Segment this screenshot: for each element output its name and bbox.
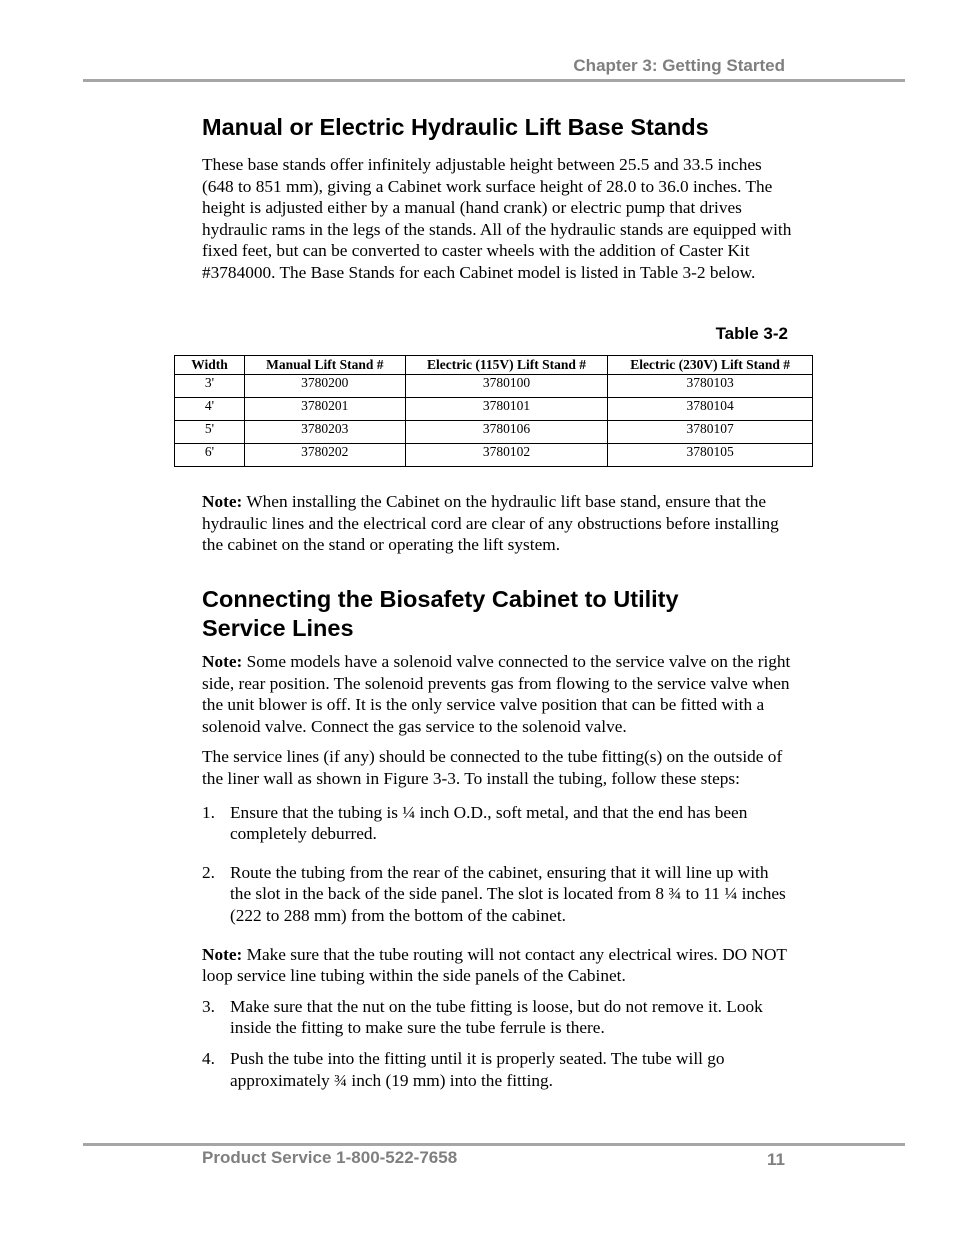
list-item (202, 862, 792, 927)
list-number: 3. (202, 996, 215, 1016)
list-number: 2. (202, 862, 215, 882)
table-caption: Table 3-2 (715, 324, 788, 343)
table-row (175, 398, 813, 421)
table-cell: 6' (175, 444, 245, 467)
list-item (202, 802, 792, 845)
column-header: Manual Lift Stand # (244, 356, 405, 375)
list-number: 1. (202, 802, 215, 822)
table-cell: 5' (175, 421, 245, 444)
note-label: Note: (202, 944, 243, 964)
table-cell: 3780100 (405, 375, 608, 398)
column-header: Electric (115V) Lift Stand # (405, 356, 608, 375)
section-utility-lines (202, 585, 792, 1091)
product-service-phone: Product Service 1-800-522-7658 (202, 1148, 458, 1167)
table-cell: 3780203 (244, 421, 405, 444)
lift-stand-table (174, 355, 813, 467)
table-cell: 3780103 (608, 375, 813, 398)
note-label: Note: (202, 652, 243, 671)
list-text: Ensure that the tubing is ¼ inch O.D., soft metal, and that the end has been completely deburred. (230, 802, 748, 844)
header-rule (83, 79, 905, 82)
table-cell: 3780106 (405, 421, 608, 444)
list-number: 4. (202, 1048, 215, 1068)
table-cell: 3780201 (244, 398, 405, 421)
table-cell: 4' (175, 398, 245, 421)
table-cell: 3780105 (608, 444, 813, 467)
table-cell: 3780107 (608, 421, 813, 444)
column-header: Width (175, 356, 245, 375)
section-body: These base stands offer infinitely adjustable height between 25.5 and 33.5 inches (648 to 851 mm), giving a Cabinet work surface height of 28.0 to 36.0 inches. The height is adjusted either by a manual (hand crank) or electric pump that drives hydraulic rams in the legs of the stands. All of the hydraulic stands are equipped with fixed feet, but can be converted to caster wheels with the addition of Caster Kit #3784000. The Base Stands for each Cabinet model is listed in Table 3-2 below. (202, 155, 792, 282)
table-header-row (175, 356, 813, 375)
table-row (175, 375, 813, 398)
intro-paragraph: The service lines (if any) should be connected to the tube fitting(s) on the outside of the liner wall as shown in Figure 3-3. To install the tubing, follow these steps: (202, 747, 783, 788)
table-cell: 3780104 (608, 398, 813, 421)
table-cell: 3780101 (405, 398, 608, 421)
list-text: Make sure that the nut on the tube fitting is loose, but do not remove it. Look inside the fitting to make sure the tube ferrule is there. (230, 996, 763, 1038)
table-cell: 3780102 (405, 444, 608, 467)
footer-rule (83, 1143, 905, 1146)
section-heading: Manual or Electric Hydraulic Lift Base Stands (202, 114, 709, 140)
list-text: Route the tubing from the rear of the cabinet, ensuring that it will line up with the slot in the back of the side panel. The slot is located from 8 ¾ to 11 ¼ inches (222 to 288 mm) from the bottom of the cabinet. (230, 862, 786, 925)
section-lift-stands (202, 113, 792, 284)
note-installation (202, 491, 792, 556)
table-cell: 3780200 (244, 375, 405, 398)
note-text: Some models have a solenoid valve connected to the service valve on the right side, rear position. The solenoid prevents gas from flowing to the service valve when the unit blower is off. It is the only service valve position that can be fitted with a solenoid valve. Connect the gas service to the solenoid valve. (202, 652, 791, 736)
chapter-header: Chapter 3: Getting Started (573, 56, 785, 75)
page-number: 11 (767, 1150, 785, 1169)
section-heading: Connecting the Biosafety Cabinet to Utility Service Lines (202, 586, 679, 641)
note-text: When installing the Cabinet on the hydraulic lift base stand, ensure that the hydraulic lines and the electrical cord are clear of any obstructions before installing the cabinet on the stand or operating the lift system. (202, 492, 779, 555)
table-row (175, 421, 813, 444)
column-header: Electric (230V) Lift Stand # (608, 356, 813, 375)
table-cell: 3' (175, 375, 245, 398)
note-label: Note: (202, 492, 243, 511)
table-cell: 3780202 (244, 444, 405, 467)
note-text: Make sure that the tube routing will not contact any electrical wires. DO NOT loop service line tubing within the side panels of the Cabinet. (202, 944, 787, 986)
list-item (202, 1048, 792, 1091)
list-text: Push the tube into the fitting until it is properly seated. The tube will go approximately ¾ inch (19 mm) into the fitting. (230, 1048, 725, 1090)
list-item (202, 996, 792, 1039)
table-row (175, 444, 813, 467)
